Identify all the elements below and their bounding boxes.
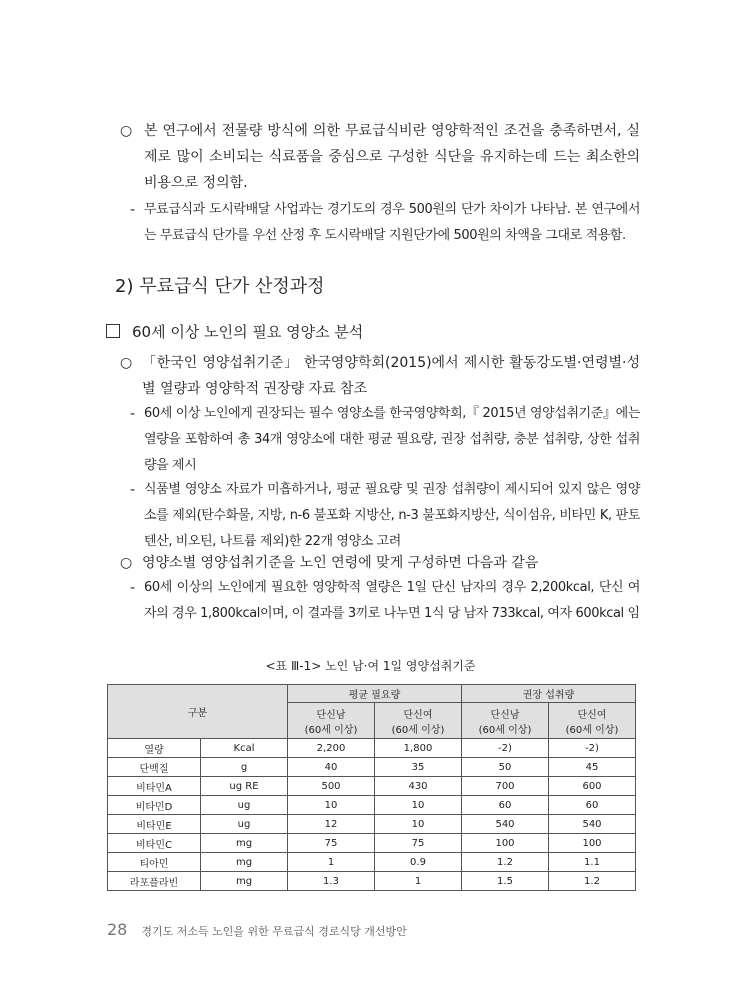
value-cell: 0.9 [375,853,462,872]
table-row [108,739,636,758]
intro-text: 본 연구에서 전물량 방식에 의한 무료급식비란 영양학적인 조건을 충족하면서, 실제로 많이 소비되는 식료품을 중심으로 구성한 식단을 유지하는데 드는 최소한의 비용으로 정의함. [144,123,640,191]
table-row [108,853,636,872]
nutrients-dash-text: 60세 이상 노인에게 권장되는 필수 영양소를 한국영양학회,『 2015년 영양섭취기준』에는 열량을 포함하여 총 34개 영양소에 대한 평균 필요량, 권장 섭취량, 충분 섭취량, 상한 섭취량을 제시 [144,406,640,473]
reference-text: 「한국인 영양섭취기준」 한국영양학회(2015)에서 제시한 활동강도별·연령별·성별 열량과 영양학적 권장량 자료 참조 [142,355,640,397]
value-cell: -2) [549,739,636,758]
value-cell: 2,200 [288,739,375,758]
value-cell: 45 [549,758,636,777]
value-cell: 700 [462,777,549,796]
reference-paragraph [120,350,640,402]
circle-bullet: ○ [120,355,133,371]
value-cell: 50 [462,758,549,777]
value-cell: 100 [549,834,636,853]
subheader-avg-female: 단신여 (60세 이상) [375,703,462,739]
unit-cell: ug RE [201,777,288,796]
nutrient-cell: 단백질 [108,758,201,777]
unit-cell: ug [201,796,288,815]
unit-cell: mg [201,834,288,853]
unit-cell: ug [201,815,288,834]
nutrient-cell: 티아민 [108,853,201,872]
footer-title: 경기도 저소득 노인을 위한 무료급식 경로식당 개선방안 [141,925,407,938]
header-average: 평균 필요량 [288,685,462,703]
value-cell: 1.5 [462,872,549,891]
value-cell: 1,800 [375,739,462,758]
calorie-dash-paragraph [130,575,640,627]
value-cell: 1.2 [462,853,549,872]
value-cell: 540 [462,815,549,834]
unit-cell: Kcal [201,739,288,758]
value-cell: 10 [375,796,462,815]
composition-text: 영양소별 영양섭취기준을 노인 연령에 맞게 구성하면 다음과 같음 [142,555,539,571]
excluded-dash-paragraph [130,477,640,555]
table-row [108,796,636,815]
value-cell: 10 [288,796,375,815]
calorie-dash-text: 60세 이상의 노인에게 필요한 영양학적 열량은 1일 단신 남자의 경우 2,200kcal, 단신 여자의 경우 1,800kcal이며, 이 결과를 3끼로 나누면 1식 당 남자 733kcal, 여자 600kcal 임 [144,580,640,621]
subsection-title: 60세 이상 노인의 필요 영양소 분석 [132,323,364,341]
value-cell: 100 [462,834,549,853]
value-cell: 60 [549,796,636,815]
value-cell: 12 [288,815,375,834]
value-cell: 40 [288,758,375,777]
value-cell: 75 [288,834,375,853]
intro-paragraph [120,118,640,196]
composition-paragraph [120,550,640,576]
subheader-rec-female: 단신여 (60세 이상) [549,703,636,739]
value-cell: 500 [288,777,375,796]
header-recommended: 권장 섭취량 [462,685,636,703]
unit-cell: mg [201,872,288,891]
table-row [108,834,636,853]
table-row [108,758,636,777]
value-cell: 10 [375,815,462,834]
value-cell: 1 [288,853,375,872]
subsection-heading [106,321,363,342]
nutrient-cell: 비타민D [108,796,201,815]
nutrient-cell: 비타민E [108,815,201,834]
value-cell: 600 [549,777,636,796]
table-caption: <표 Ⅲ-1> 노인 남·여 1일 영양섭취기준 [265,659,476,673]
intro-dash-paragraph [130,197,640,249]
table-row [108,777,636,796]
dash-bullet: - [130,580,136,596]
value-cell: 540 [549,815,636,834]
value-cell: 1.2 [549,872,636,891]
circle-bullet: ○ [120,123,133,139]
section-title: 2) 무료급식 단가 산정과정 [115,276,325,297]
value-cell: 75 [375,834,462,853]
subheader-avg-male: 단신남 (60세 이상) [288,703,375,739]
value-cell: -2) [462,739,549,758]
excluded-dash-text: 식품별 영양소 자료가 미흡하거나, 평균 필요량 및 권장 섭취량이 제시되어 있지 않은 영양소를 제외(탄수화물, 지방, n-6 불포화 지방산, n-3 불포화지방산, 식이섬유, 비타민 K, 판토텐산, 비오틴, 나트륨 제외)한 22개 영양소 고려 [144,482,640,549]
table-row [108,872,636,891]
unit-cell: mg [201,853,288,872]
subheader-rec-male: 단신남 (60세 이상) [462,703,549,739]
dash-bullet: - [130,482,136,498]
page-footer [107,920,407,939]
value-cell: 430 [375,777,462,796]
value-cell: 1.3 [288,872,375,891]
dash-bullet: - [130,406,136,422]
unit-cell: g [201,758,288,777]
nutrition-table [107,684,636,891]
dash-bullet: - [130,202,136,218]
value-cell: 1.1 [549,853,636,872]
nutrient-cell: 비타민C [108,834,201,853]
header-category: 구분 [108,685,288,739]
nutrients-dash-paragraph [130,401,640,479]
value-cell: 1 [375,872,462,891]
value-cell: 35 [375,758,462,777]
value-cell: 60 [462,796,549,815]
page-number: 28 [107,920,128,939]
square-bullet-icon [106,324,120,338]
circle-bullet: ○ [120,555,133,571]
nutrient-cell: 라포플라빈 [108,872,201,891]
nutrient-cell: 열량 [108,739,201,758]
intro-dash-text: 무료급식과 도시락배달 사업과는 경기도의 경우 500원의 단가 차이가 나타남. 본 연구에서는 무료급식 단가를 우선 산정 후 도시락배달 지원단가에 500원의 차액을 그대로 적용함. [144,202,640,243]
nutrient-cell: 비타민A [108,777,201,796]
table-row [108,815,636,834]
